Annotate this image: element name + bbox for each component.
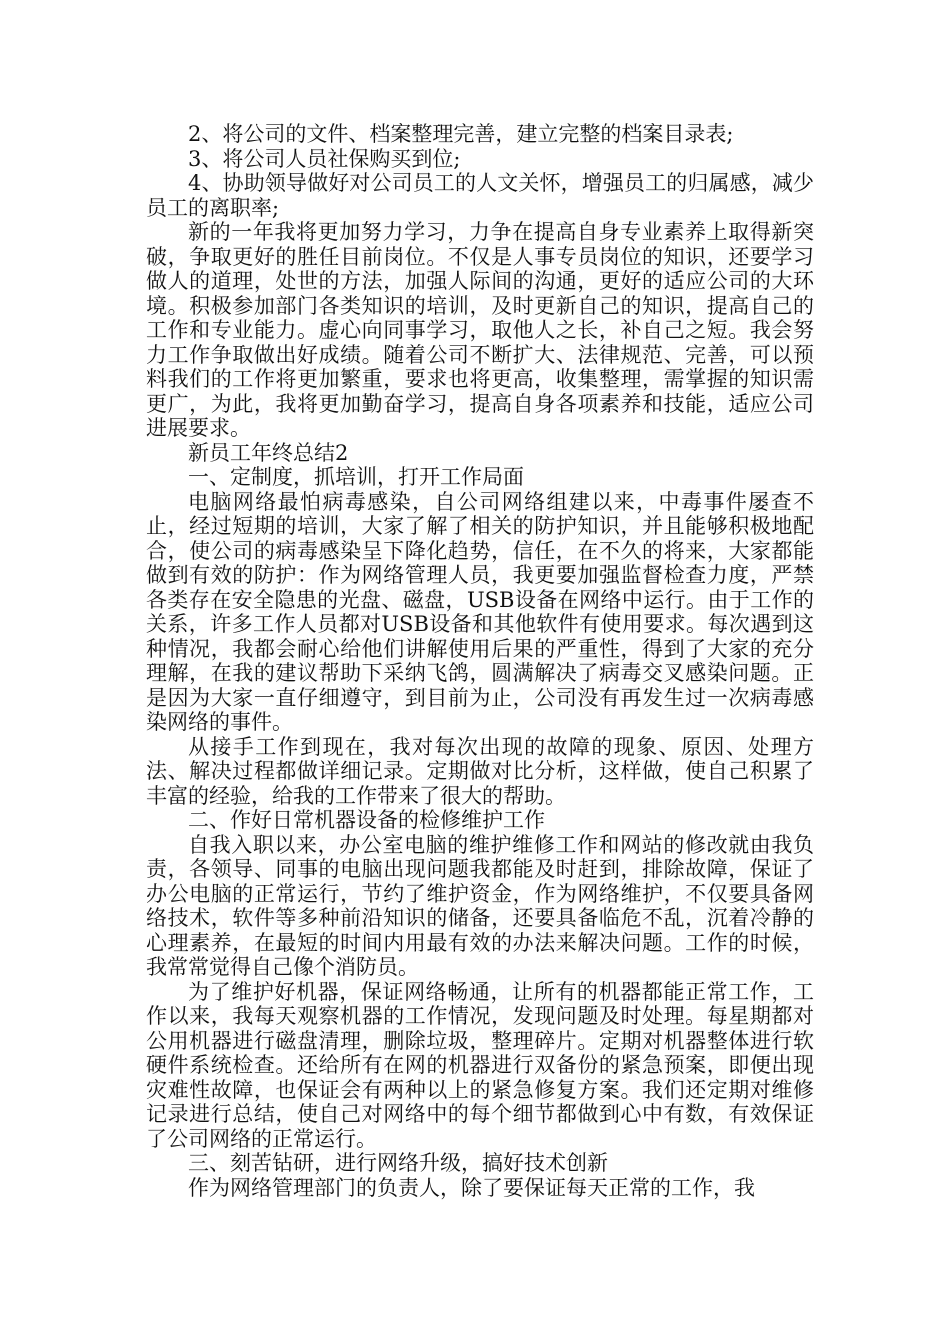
paragraph-fault-records: 从接手工作到现在，我对每次出现的故障的现象、原因、处理方法、解决过程都做详细记录。定期做对比分析，这样做，使自己积累了丰富的经验，给我的工作带来了很大的帮助。 (146, 734, 814, 808)
heading-part-one: 一、定制度，抓培训，打开工作局面 (188, 465, 524, 489)
heading-part-two: 二、作好日常机器设备的检修维护工作 (188, 808, 545, 832)
heading-part-three: 三、刻苦钻研，进行网络升级，搞好技术创新 (188, 1151, 608, 1175)
paragraph-network-manager: 作为网络管理部门的负责人，除了要保证每天正常的工作，我 (188, 1175, 755, 1200)
paragraph-machine-care: 为了维护好机器，保证网络畅通，让所有的机器都能正常工作，工作以来，我每天观察机器的工作情况，发现问题及时处理。每星期都对公用机器进行磁盘清理，删除垃圾，整理碎片。定期对机器整体进行软硬件系统检查。还给所有在网的机器进行双备份的紧急预案，即便出现灾难性故障，也保证会有两种以上的紧急修复方案。我们还定期对维修记录进行总结，使自己对网络中的每个细节都做到心中有数，有效保证了公司网络的正常运行。 (146, 979, 814, 1151)
section-title: 新员工年终总结2 (188, 440, 349, 465)
paragraph-item-2: 2、将公司的文件、档案整理完善，建立完整的档案目录表; (188, 122, 734, 146)
paragraph-new-year-plan: 新的一年我将更加努力学习，力争在提高自身专业素养上取得新突破，争取更好的胜任目前岗位。不仅是人事专员岗位的知识，还要学习做人的道理，处世的方法，加强人际间的沟通，更好的适应公司的大环境。积极参加部门各类知识的培训，及时更新自己的知识，提高自己的工作和专业能力。虚心向同事学习，取他人之长，补自己之短。我会努力工作争取做出好成绩。随着公司不断扩大、法律规范、完善，可以预料我们的工作将更加繁重，要求也将更高，收集整理，需掌握的知识需更广，为此，我将更加勤奋学习，提高自身各项素养和技能，适应公司进展要求。 (146, 220, 814, 440)
paragraph-virus-protection: 电脑网络最怕病毒感染，自公司网络组建以来，中毒事件屡查不止，经过短期的培训，大家了解了相关的防护知识，并且能够积极地配合，使公司的病毒感染呈下降化趋势，信任，在不久的将来，大家都能做到有效的防护：作为网络管理人员，我更要加强监督检查力度，严禁各类存在安全隐患的光盘、磁盘，USB设备在网络中运行。由于工作的关系，许多工作人员都对USB设备和其他软件有使用要求。每次遇到这种情况，我都会耐心给他们讲解使用后果的严重性，得到了大家的充分理解，在我的建议帮助下采纳飞鸽，圆满解决了病毒交叉感染问题。正是因为大家一直仔细遵守，到目前为止，公司没有再发生过一次病毒感染网络的事件。 (146, 489, 814, 734)
paragraph-item-3: 3、将公司人员社保购买到位; (188, 146, 461, 171)
paragraph-item-4: 4、协助领导做好对公司员工的人文关怀，增强员工的归属感，减少员工的离职率; (146, 171, 814, 220)
document-page (146, 122, 814, 1200)
paragraph-maintenance-duty: 自我入职以来，办公室电脑的维护维修工作和网站的修改就由我负责，各领导、同事的电脑出现问题我都能及时赶到，排除故障，保证了办公电脑的正常运行，节约了维护资金，作为网络维护，不仅要具备网络技术，软件等多种前沿知识的储备，还要具备临危不乱，沉着冷静的心理素养，在最短的时间内用最有效的办法来解决问题。工作的时候，我常常觉得自己像个消防员。 (146, 832, 814, 979)
